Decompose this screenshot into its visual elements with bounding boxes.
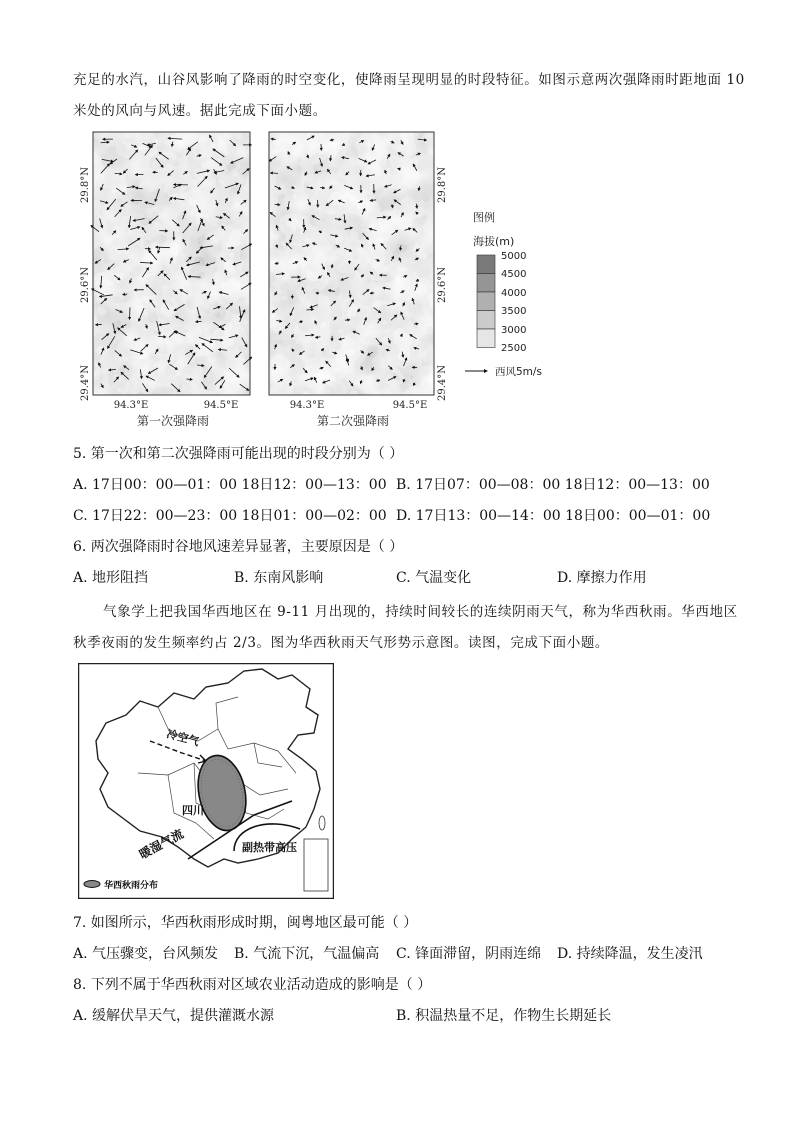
lat-tick-left-29-4: 29.4°N [80,364,91,402]
panel-second-rain [269,132,434,395]
intro-line-1: 充足的水汽，山谷风影响了降雨的时空变化，使降雨呈现明显的时段特征。如图示意两次强降雨时距地面 10 [73,72,745,88]
q7-option-c[interactable]: C. 锋面滞留，阴雨连绵 [396,946,542,962]
wind-arrow [414,324,418,325]
passage2-line-2: 秋季夜雨的发生频率约占 2/3。图为华西秋雨天气形势示意图。读图，完成下面小题。 [73,635,610,651]
label-sichuan: 四川 [182,804,204,817]
q6-option-a[interactable]: A. 地形阻挡 [73,570,149,586]
label-subtropical-high: 副热带高压 [242,841,297,854]
q6-option-b[interactable]: B. 东南风影响 [234,570,324,586]
q8-option-a[interactable]: A. 缓解伏旱天气，提供灌溉水源 [73,1008,275,1024]
passage2-line-1: 气象学上把我国华西地区在 9-11 月出现的，持续时间较长的连续阴雨天气，称为华西秋雨。华西地区 [103,604,738,620]
lon-tick-2-94-5: 94.5°E [392,400,428,411]
legend-title: 图例 [473,211,495,224]
wind-arrow [275,204,280,205]
q6-option-d[interactable]: D. 摩擦力作用 [557,570,647,586]
legend-level-3000: 3000 [501,325,527,336]
q6-stem: 6. 两次强降雨时谷地风速差异显著，主要原因是（ ） [73,539,404,555]
terrain-map-1 [93,132,250,395]
wind-scale-label: 西风5m/s [495,366,542,378]
label-cold-air: 冷空气 [165,727,201,749]
legend-level-5000: 5000 [501,251,527,262]
legend-swatch [477,311,495,330]
lat-tick-left-29-6: 29.6°N [80,266,91,304]
caption-first-rain: 第一次强降雨 [136,414,210,428]
legend-level-4500: 4500 [501,269,527,280]
lat-tick-right-29-8: 29.8°N [437,166,448,204]
legend-level-2500: 2500 [501,343,527,354]
legend-swatch [477,292,495,311]
lat-tick-left-29-8: 29.8°N [80,166,91,204]
legend-swatch [477,274,495,293]
q7-option-d[interactable]: D. 持续降温，发生凌汛 [557,946,703,962]
q5-option-d[interactable]: D. 17日13：00—14：00 18日00：00—01：00 [396,508,711,524]
legend-level-3500: 3500 [501,306,527,317]
legend-swatch [477,255,495,274]
lon-tick-1-94-3: 94.3°E [113,400,149,411]
intro-line-2: 米处的风向与风速。据此完成下面小题。 [73,103,327,119]
legend-rain-symbol [84,881,100,888]
q7-option-b[interactable]: B. 气流下沉，气温偏高 [234,946,380,962]
huaxi-autumn-rain-map [78,663,334,899]
q7-option-a[interactable]: A. 气压骤变，台风频发 [73,946,219,962]
legend-level-4000: 4000 [501,288,527,299]
q5-stem: 5. 第一次和第二次强降雨可能出现的时段分别为（ ） [73,446,404,462]
q5-option-c[interactable]: C. 17日22：00—23：00 18日01：00—02：00 [73,508,387,524]
wind-arrow [186,379,192,380]
panel-first-rain [91,132,252,395]
q6-option-c[interactable]: C. 气温变化 [396,570,472,586]
lat-tick-right-29-4: 29.4°N [437,364,448,402]
lon-tick-2-94-3: 94.3°E [289,400,325,411]
wind-arrow [316,293,319,294]
lat-tick-right-29-6: 29.6°N [437,266,448,304]
elevation-legend [465,210,542,378]
legend-unit: 海拔(m) [473,235,515,248]
label-warm-humid-air: 暖湿气流 [136,826,186,862]
q8-stem: 8. 下列不属于华西秋雨对区域农业活动造成的影响是（ ） [73,977,432,993]
q5-option-a[interactable]: A. 17日00：00—01：00 18日12：00—13：00 [73,477,387,493]
wind-arrow [398,169,401,170]
wind-terrain-figure [73,130,553,430]
q8-option-b[interactable]: B. 积温热量不足，作物生长期延长 [396,1008,612,1024]
q5-option-b[interactable]: B. 17日07：00—08：00 18日12：00—13：00 [396,477,710,493]
caption-second-rain: 第二次强降雨 [316,414,390,428]
label-legend-rain-distribution: 华西秋雨分布 [104,881,159,891]
legend-swatch [477,329,495,348]
lon-tick-1-94-5: 94.5°E [203,400,239,411]
q7-stem: 7. 如图所示，华西秋雨形成时期，闽粤地区最可能（ ） [73,915,418,931]
